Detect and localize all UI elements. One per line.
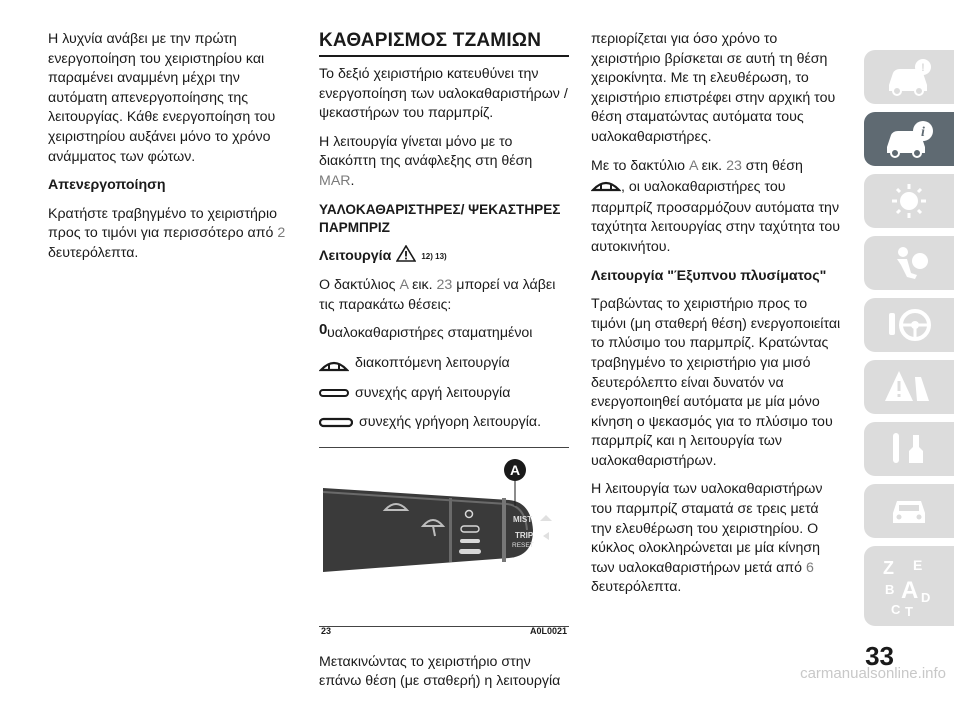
mist-label: MIST [513,514,533,524]
tab-emergency[interactable] [864,360,954,414]
paragraph-ignition: Η λειτουργία γίνεται μόνο με το διακόπτη της ανάφλεξης στη θέση MAR. [319,133,533,189]
paragraph-smart-wash: Τραβώντας το χειριστήριο προς το τιμόνι (μη σταθερή θέση) ενεργοποιείται το πλύσιμο του παρμπρίζ. Κρατώντας τραβηγμένο το χειριστήριο για μισό δευτερόλεπτο είναι δυνατόν να ενεργοποιηθεί αυτόματα με μία μόνο κίνηση ο ψεκασμός για το πλύσιμο του παρμπρίζ και η λειτουργία των υαλοκαθαριστήρων. [591,296,841,469]
svg-text:!: ! [921,62,925,74]
svg-text:C: C [891,602,901,617]
svg-text:B: B [885,582,895,597]
fast-wiper-icon [319,417,359,429]
paragraph-deactivation: Κρατήστε τραβηγμένο το χειριστήριο προς το τιμόνι για περισσότερο από 2 δευτερόλεπτα. [48,205,286,261]
trip-label: TRIP [515,530,534,540]
page-number: 33 [865,641,894,671]
reset-label: RESET [512,541,534,549]
svg-text:E: E [913,557,923,573]
function-refs: 12) 13) [421,251,447,261]
wiper-stalk-figure [319,447,569,637]
paragraph-ring: Ο δακτύλιος A εικ. 23 μπορεί να λάβει τις παρακάτω θέσεις: [319,277,556,313]
figure-code: A0L0021 [529,626,567,637]
position-fast [319,413,569,433]
airbag-icon [883,243,935,283]
auto-wiper-icon [591,176,621,199]
tab-driving[interactable] [864,298,954,352]
svg-text:D: D [921,590,931,605]
paragraph-intro: Το δεξιό χειριστήριο κατευθύνει την ενεργοποίηση των υαλοκαθαριστήρων /ψεκαστήρων του παρμπρίζ. [319,66,568,122]
section-title: ΚΑΘΑΡΙΣΜΟΣ ΤΖΑΜΙΩΝ [319,30,569,57]
position-intermittent [319,354,569,374]
tools-icon [883,429,935,469]
watermark: carmanualsonline.info [800,665,946,682]
hazard-road-icon [883,367,935,407]
tab-info[interactable] [864,112,954,166]
wiper-stalk-illustration [319,448,569,626]
column-middle [319,30,569,701]
car-info-icon [883,119,935,159]
position-slow-text: συνεχής αργή λειτουργία [355,384,511,401]
position-fast-text: συνεχής γρήγορη λειτουργία. [359,414,542,431]
tab-index[interactable] [864,546,954,626]
tab-technical[interactable] [864,484,954,538]
chapter-sidebar [856,0,960,686]
lights-icon [883,181,935,221]
warning-triangle-icon [396,245,416,269]
paragraph-light-info: Η λυχνία ανάβει με την πρώτη ενεργοποίηση του χειριστηρίου και παραμένει αναμμένη μέχρι την αυτόματη απενεργοποίησης της λειτουργίας. Κάθε ενεργοποίηση του χειριστηρίου αυξάνει μόνο το χρόνο ανάμματος των φώτων. [48,31,276,165]
car-warning-icon [883,57,935,97]
tab-airbag[interactable] [864,236,954,290]
svg-text:i: i [921,125,925,140]
car-front-icon [883,491,935,531]
slow-wiper-icon [319,388,355,398]
position-off-text: υαλοκαθαριστήρες σταματημένοι [327,325,533,342]
subsection-title: ΥΑΛΟΚΑΘΑΡΙΣΤΗΡΕΣ/ ΨΕΚΑΣΤΗΡΕΣ ΠΑΡΜΠΡΙΖ [319,201,561,235]
heading-deactivation: Απενεργοποίηση [48,177,166,194]
heading-smart-wash: Λειτουργία "Έξυπνου πλυσίματος" [591,267,827,284]
tab-warnings[interactable] [864,50,954,104]
paragraph-auto-speed: Με το δακτύλιο A εικ. 23 στη θέση , οι υαλοκαθαριστήρες του παρμπρίζ προσαρμόζουν αυτόματα την ταχύτητα λειτουργίας στην ταχύτητα του αυτοκινήτου. [591,157,840,255]
column-right [591,30,843,607]
tab-lights[interactable] [864,174,954,228]
index-letters-icon [879,554,939,618]
position-zero-symbol: 0 [319,321,328,339]
function-heading [319,245,569,269]
paragraph-manual: περιορίζεται για όσο χρόνο το χειριστήριο βρίσκεται σε αυτή τη θέση χειροκίνητα. Με τη ελευθέρωση, το χειριστήριο επιστρέφει στην αρχική του θέση σταματώντας αυτόματα τους υαλοκαθαριστήρες. [591,31,836,145]
paragraph-wiper-stop: Η λειτουργία των υαλοκαθαριστήρων του παρμπρίζ σταματά σε τρεις μετά την ελευθέρωση του χειριστηρίου. Ο κύκλος ολοκληρώνεται με μία κίνηση των υαλοκαθαριστήρων μετά από 6 δευτερόλεπτα. [591,481,823,596]
position-slow [319,384,569,404]
ref-number: 2 [277,225,286,242]
svg-text:Z: Z [883,558,894,578]
svg-text:T: T [905,604,913,618]
position-off [319,321,569,344]
paragraph-upward: Μετακινώντας το χειριστήριο στην επάνω θέση (με σταθερή) η λειτουργία [319,653,561,690]
column-left [48,30,296,273]
position-intermittent-text: διακοπτόμενη λειτουργία [355,354,510,371]
tab-maintenance[interactable] [864,422,954,476]
figure-number: 23 [321,626,332,637]
mar-label: MAR [319,172,351,189]
function-label: Λειτουργία [319,247,392,264]
steering-wheel-icon [883,305,935,345]
callout-a: A [509,461,521,478]
svg-text:A: A [901,577,919,604]
intermittent-wiper-icon [319,356,355,372]
